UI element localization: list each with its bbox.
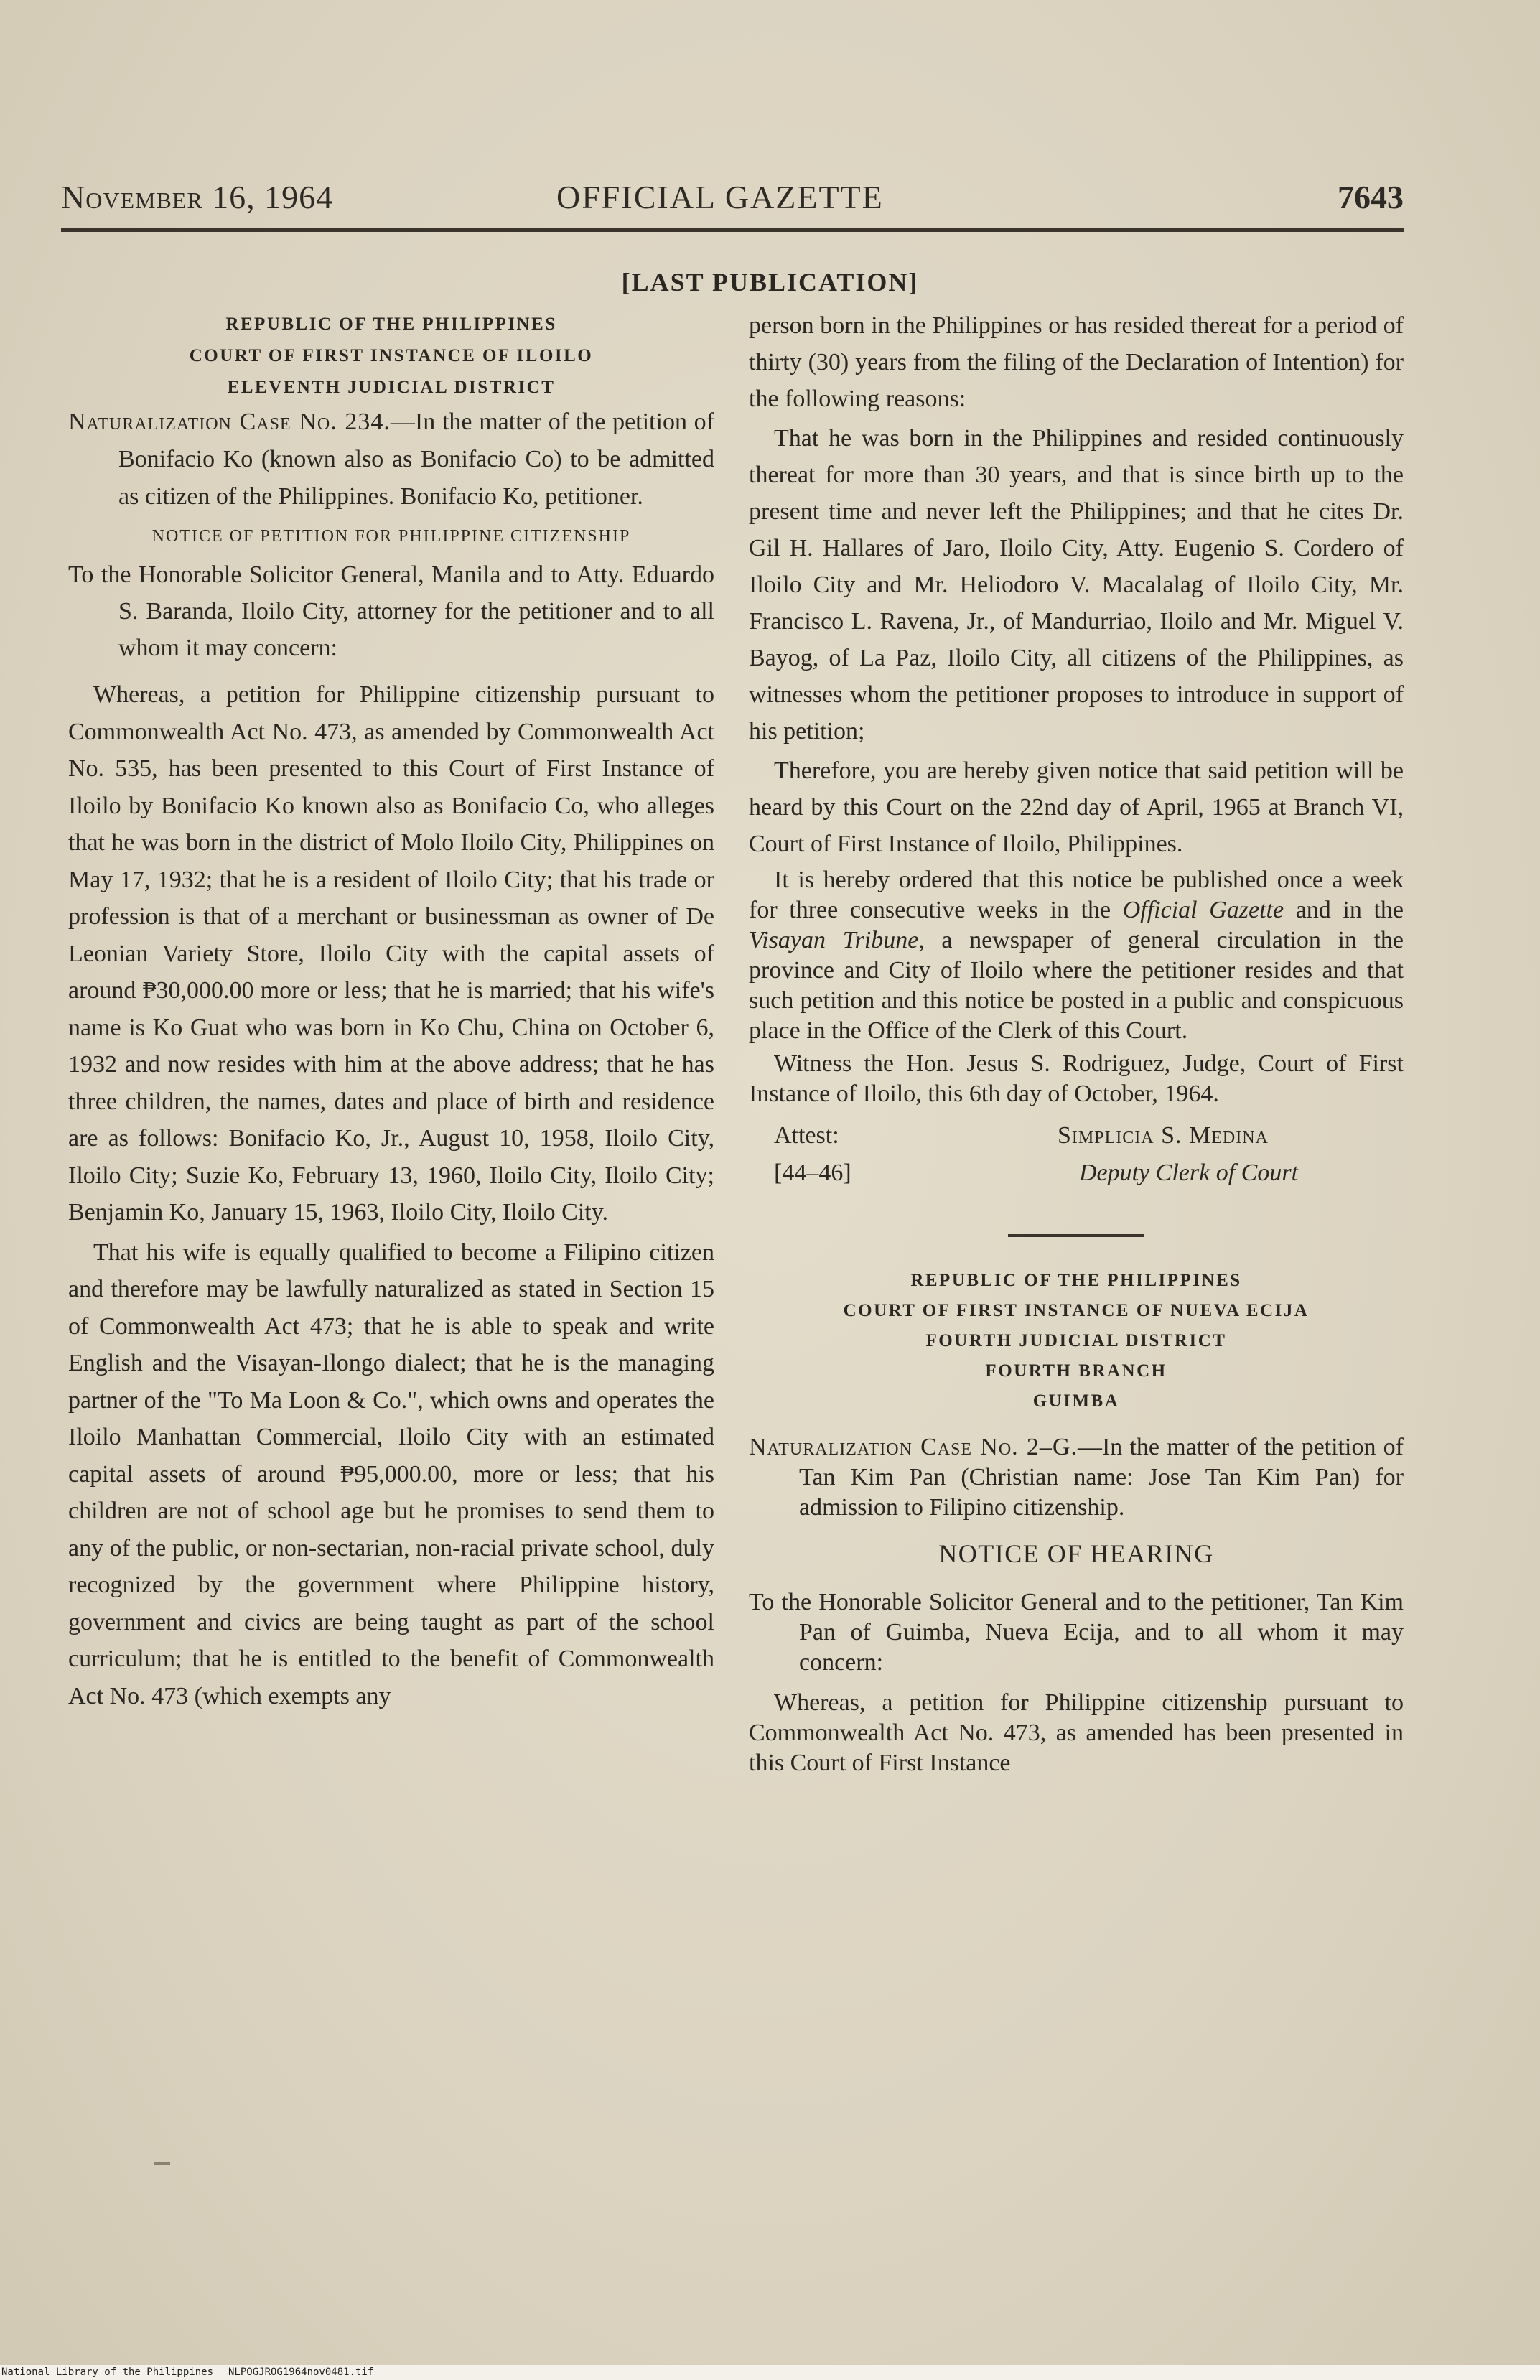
whereas-paragraph-2: Whereas, a petition for Philippine citizenship pursuant to Commonwealth Act No. 473, as amended has been presented in this Court of First Instance [749, 1689, 1404, 1776]
case-caption-2 [749, 1432, 1404, 1523]
order-text: , a newspaper of general circulation in the province and City of Iloilo where the petitioner resides and that such petition and this notice be posted in a public and conspicuous place in the Office of the Clerk of this Court. [749, 927, 1404, 1044]
attest-label: Attest: [774, 1122, 839, 1149]
case-label: Naturalization Case No. 2–G. [749, 1434, 1078, 1460]
case-label: Naturalization Case No. 234. [68, 409, 391, 435]
issue-date: November 16, 1964 [61, 179, 334, 215]
last-publication-banner: [LAST PUBLICATION] [621, 268, 919, 297]
header-rule [61, 228, 1404, 232]
court-line: FOURTH BRANCH [985, 1361, 1167, 1381]
order-paragraph [749, 865, 1404, 1046]
section-divider [1008, 1234, 1144, 1237]
continued-paragraph: person born in the Philippines or has resided thereat for a period of thirty (30) years from the filing of the Declaration of Intention) for the following reasons: [749, 312, 1404, 412]
wife-paragraph: That his wife is equally qualified to become a Filipino citizen and therefore may be lawfully naturalized as stated in Section 15 of Commonwealth Act 473; that he is able to speak and write English and the Visayan-Ilongo dialect; that he is the managing partner of the "To Ma Loon & Co.", which owns and operates the Iloilo Manhattan Commercial, Iloilo City with an estimated capital assets of around ₱95,000.00, more or less; that his children are not of school age but he promises to send them to any of the public, or non-sectarian, non-racial private school, duly recognized by the government where Philippine history, government and civics are being taught as part of the school curriculum; that he is entitled to the benefit of Commonwealth Act No. 473 (which exempts any [68, 1238, 714, 1709]
signer-title: Deputy Clerk of Court [1079, 1159, 1299, 1186]
library-credit: National Library of the Philippines [1, 2366, 214, 2378]
publication-title: OFFICIAL GAZETTE [556, 179, 884, 215]
reasons-paragraph: That he was born in the Philippines and resided continuously thereat for more than 30 years, and that is since birth up to the present time and never left the Philippines; and that he cites Dr. Gil H. Hallares of Jaro, Iloilo City, Atty. Eugenio S. Cordero of Iloilo City and Mr. Heliodoro V. Macalalag of Iloilo City, Mr. Francisco L. Ravena, Jr., of Mandurriao, Iloilo and Mr. Miguel V. Bayog, of La Paz, Iloilo City, all citizens of the Philippines, as witnesses whom the petitioner proposes to introduce in support of his petition; [749, 425, 1404, 745]
case-text: —In the matter of the petition of Tan Kim Pan (Christian name: Jose Tan Kim Pan) for admission to Filipino citizenship. [799, 1434, 1404, 1521]
whereas-paragraph: Whereas, a petition for Philippine citizenship pursuant to Commonwealth Act No. 473, as amended by Commonwealth Act No. 535, has been presented to this Court of First Instance of Iloilo by Bonifacio Ko known also as Bonifacio Co, who alleges that he was born in the district of Molo Iloilo City, Philippines on May 17, 1932; that he is a resident of Iloilo City; that his trade or profession is that of a merchant or businessman as owner of De Leonian Variety Store, Iloilo City with the capital assets of around ₱30,000.00 more or less; that he is married; that his wife's name is Ko Guat who was born in Ko Chu, China on October 6, 1932 and now resides with him at the above address; that he has three children, the names, dates and place of birth and residence are as follows: Bonifacio Ko, Jr., August 10, 1958, Iloilo City, Iloilo City; Suzie Ko, February 13, 1960, Iloilo City, Iloilo City; Benjamin Ko, January 15, 1963, Iloilo City, Iloilo City. [68, 681, 714, 1226]
court-line: COURT OF FIRST INSTANCE OF NUEVA ECIJA [843, 1301, 1310, 1320]
court-heading [68, 309, 714, 403]
case-text: —In the matter of the petition of Bonifacio Ko (known also as Bonifacio Co) to be admitted as citizen of the Philippines. Bonifacio Ko, petitioner. [118, 409, 714, 510]
court-line: GUIMBA [1032, 1391, 1120, 1411]
court-heading-2 [749, 1266, 1404, 1417]
addressee-2: To the Honorable Solicitor General and to the petitioner, Tan Kim Pan of Guimba, Nueva Ecija, and to all whom it may concern: [749, 1589, 1404, 1676]
court-line: ELEVENTH JUDICIAL DISTRICT [227, 378, 556, 397]
page-number: 7643 [1338, 179, 1404, 215]
notice-title: NOTICE OF PETITION FOR PHILIPPINE CITIZENSHIP [151, 527, 631, 546]
publication-name: Visayan Tribune [749, 927, 919, 953]
court-line: REPUBLIC OF THE PHILIPPINES [910, 1271, 1242, 1290]
publication-name: Official Gazette [1122, 897, 1284, 923]
stray-mark [154, 2162, 170, 2165]
court-line: COURT OF FIRST INSTANCE OF ILOILO [189, 346, 594, 365]
page-header [61, 178, 1404, 228]
case-caption [68, 403, 714, 515]
order-text: and in the [1284, 897, 1404, 923]
scan-filename: NLPOGJROG1964nov0481.tif [228, 2366, 374, 2378]
court-line: REPUBLIC OF THE PHILIPPINES [225, 314, 557, 334]
left-column [68, 309, 714, 1717]
court-line: FOURTH JUDICIAL DISTRICT [925, 1331, 1227, 1350]
issue-reference: [44–46] [774, 1159, 851, 1186]
signer-name: Simplicia S. Medina [1058, 1122, 1269, 1149]
attestation-block [749, 1122, 1404, 1201]
therefore-paragraph: Therefore, you are hereby given notice that said petition will be heard by this Court on the 22nd day of April, 1965 at Branch VI, Court of First Instance of Iloilo, Philippines. [749, 757, 1404, 857]
addressee: To the Honorable Solicitor General, Manila and to Atty. Eduardo S. Baranda, Iloilo City, attorney for the petitioner and to all whom it may concern: [68, 561, 714, 661]
scan-footer [0, 2365, 1540, 2380]
witness-paragraph: Witness the Hon. Jesus S. Rodriguez, Judge, Court of First Instance of Iloilo, this 6th day of October, 1964. [749, 1050, 1404, 1107]
right-column [749, 307, 1404, 1781]
hearing-heading: NOTICE OF HEARING [938, 1539, 1214, 1568]
order-text: It is hereby ordered that this notice be published once a week for three consecutive weeks in the [749, 867, 1404, 923]
